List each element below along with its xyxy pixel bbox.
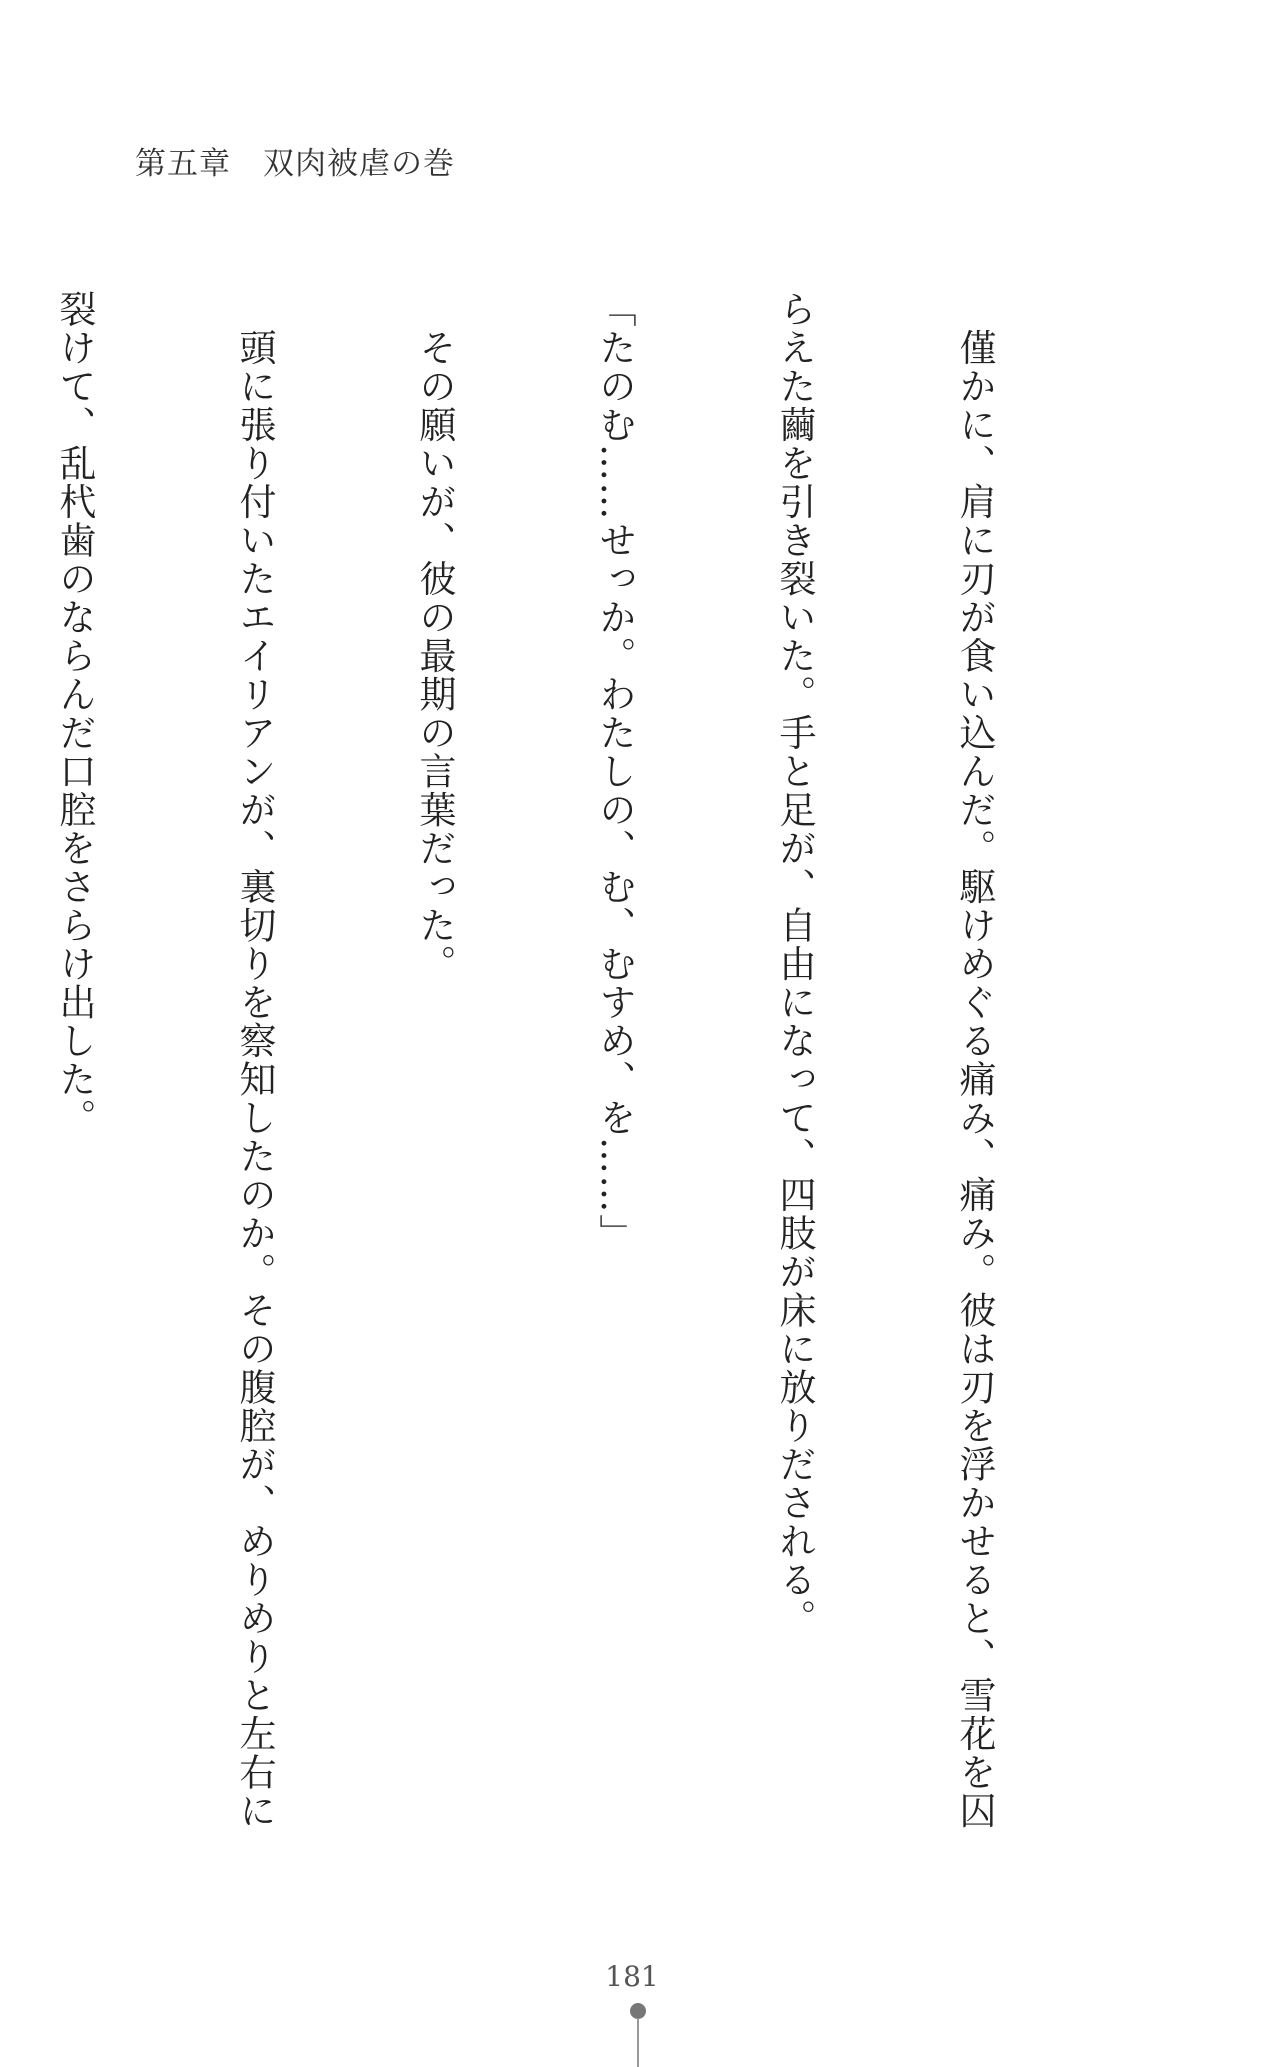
folio-dot — [630, 2003, 646, 2019]
text-line: その願いが、彼の最期の言葉だった。 — [413, 290, 456, 983]
folio-rule — [637, 2018, 639, 2067]
text-line: らえた繭を引き裂いた。手と足が、自由になって、四肢が床に放りだされる。 — [773, 290, 816, 1638]
body-text — [0, 290, 1124, 1830]
text-line: 僅かに、肩に刃が食い込んだ。駆けめぐる痛み、痛み。彼は刃を浮かせると、雪花を囚 — [953, 290, 996, 1830]
text-line: 頭に張り付いたエイリアンが、裏切りを察知したのか。その腹腔が、めりめりと左右に — [233, 290, 276, 1830]
text-line: 裂けて、乱杙歯のならんだ口腔をさらけ出した。 — [53, 290, 96, 1137]
text-line: 「たのむ……せっか。わたしの、む、むすめ、を……」 — [593, 290, 636, 1253]
page-number: 181 — [605, 1960, 659, 1993]
chapter-title: 第五章 双肉被虐の巻 — [135, 146, 455, 182]
